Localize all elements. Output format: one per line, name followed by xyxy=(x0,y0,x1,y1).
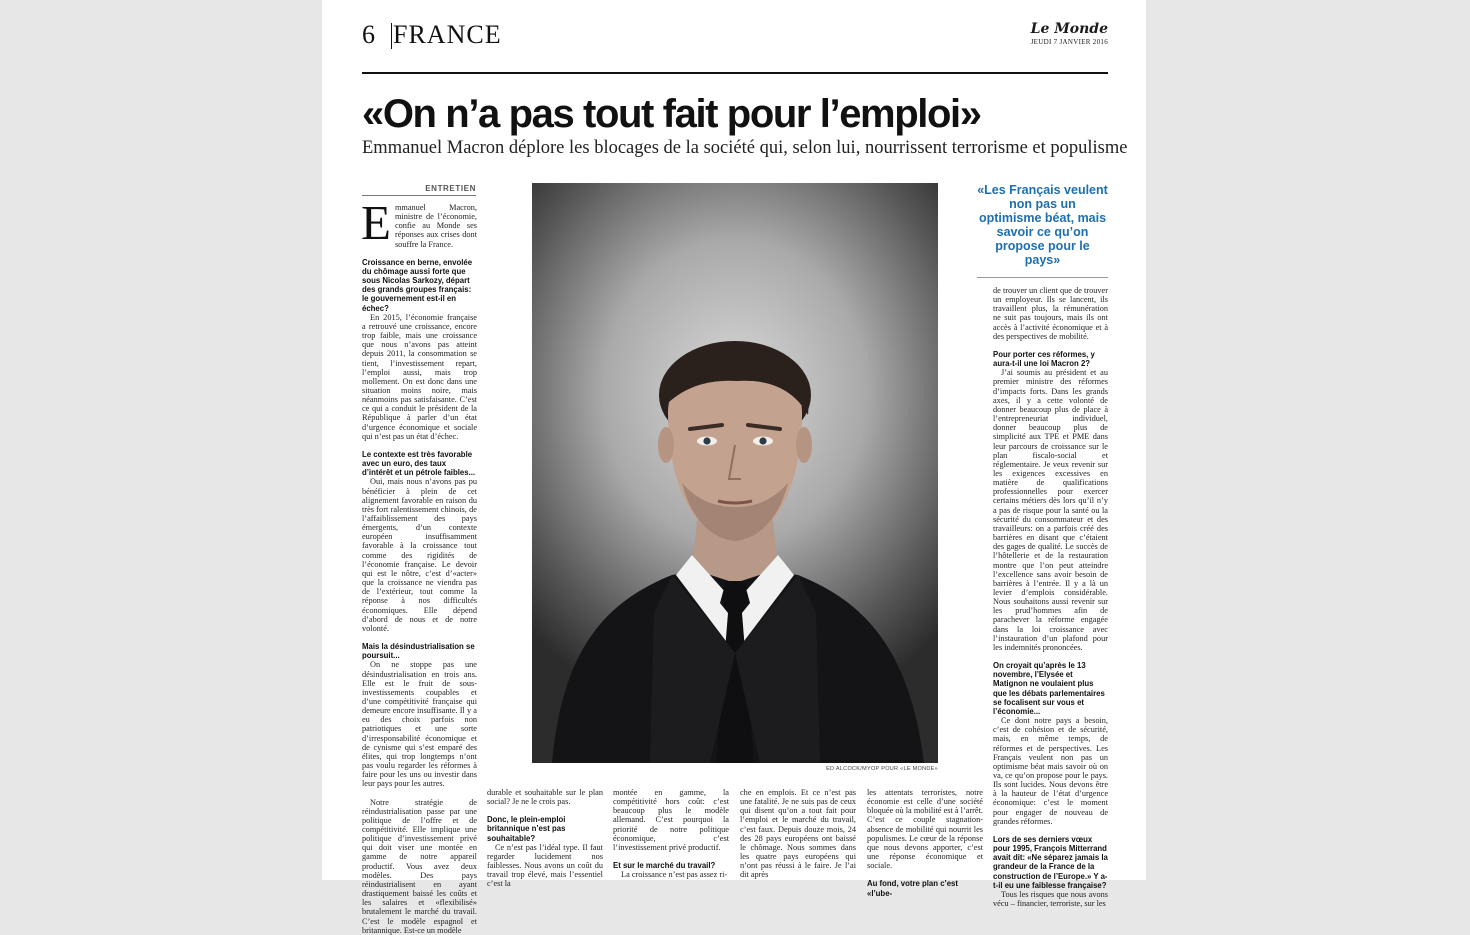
interview-answer: Oui, mais nous n’avons pas pu bénéficier à plein de cet alignement favorable en raison du très fort ralentissement chinois, de l’affaiblissement des pays émergents, d’un contexte européen insuffisamment favorable à la croissance tout comme des rigidités de l’économie française. Le devoir qui est le nôtre, c’est d’«acter» que la croissance ne viendra pas de l’extérieur, tout comme la réponse à nos difficultés économiques. Elle dépend d’abord de nous et de notre volonté. xyxy=(362,477,477,633)
article-column-6 xyxy=(993,286,1108,908)
interview-question: Et sur le marché du travail? xyxy=(613,861,716,871)
article-column-2 xyxy=(487,788,603,889)
newspaper-logo: Le Monde xyxy=(1030,21,1108,37)
interview-answer: On ne stoppe pas une désindustrialisation en trois ans. Elle est le fruit de sous-investissements coupables et d’une compétitivité française qui demeure encore insuffisante. Il y a eu des choix parfois non patriotiques et une sorte d’irresponsabilité économique et de cynisme qui s’est emparé des élites, qui trop longtemps n’ont pas voulu regarder les réformes à faire pour les uns ou investir dans leur pays pour les autres. xyxy=(362,660,477,789)
article-kicker: ENTRETIEN xyxy=(362,184,476,196)
interview-question: Donc, le plein-emploi britannique n’est pas souhaitable? xyxy=(487,815,566,843)
interview-question: Le contexte est très favorable avec un euro, des taux d’intérêt et un pétrole faibles... xyxy=(362,449,476,478)
article-headline: «On n’a pas tout fait pour l’emploi» xyxy=(362,92,981,136)
interview-question: Lors de ses derniers vœux pour 1995, François Mitterrand avait dit: «Ne séparez jamais la grandeur de la France de la construction de l’Europe.» Y a-t-il eu une faiblesse française? xyxy=(993,834,1108,890)
interview-question: Mais la désindustrialisation se poursuit... xyxy=(362,642,475,661)
interview-question: Pour porter ces réformes, y aura-t-il une loi Macron 2? xyxy=(993,349,1095,369)
newspaper-page xyxy=(322,0,1146,935)
intro-paragraph xyxy=(361,195,477,250)
interview-answer: de trouver un client que de trouver un employeur. Ils se lancent, ils travaillent plus, la rémunération ne suit pas toujours, mais ils ont accès à l’activité économique et à des perspectives de mobilité. xyxy=(993,286,1108,341)
publication-date: JEUDI 7 JANVIER 2016 xyxy=(1030,38,1108,46)
interview-answer: La croissance n’est pas assez ri- xyxy=(621,870,728,880)
portrait-photo xyxy=(532,183,938,763)
article-column-4 xyxy=(740,788,856,880)
portrait-illustration xyxy=(532,183,938,763)
header-rule xyxy=(362,72,1108,74)
interview-question: Croissance en berne, envolée du chômage aussi forte que sous Nicolas Sarkozy, départ des grands groupes français: le gouvernement est-il en échec? xyxy=(362,257,473,313)
interview-question: On croyait qu’après le 13 novembre, l’Elysée et Matignon ne voulaient plus que les débats parlementaires se focalisent sur vous et l’économie... xyxy=(993,661,1105,716)
interview-answer: Ce dont notre pays a besoin, c’est de cohésion et de sécurité, mais, en même temps, de réformes et de perspectives. Les Français veulent non pas un optimisme béat mais savoir où on va, ce qu’on propose pour le pays. Ils sont lucides. Nous devons être à la hauteur de l’état d’urgence économique: c’est le moment pour engager de nouveau de grandes réformes. xyxy=(993,716,1108,826)
pull-quote: «Les Français veulent non pas un optimisme béat, mais savoir ce qu’on propose pour le pays» xyxy=(977,183,1108,267)
article-column-1 xyxy=(361,195,477,935)
pull-quote-rule xyxy=(977,277,1108,278)
section-title: FRANCE xyxy=(393,20,502,49)
drop-cap: E xyxy=(361,195,391,250)
intro-text: mmanuel Macron, ministre de l’économie, confie au Monde ses réponses aux crises dont souffre la France. xyxy=(394,203,477,249)
page-number: 6 xyxy=(362,20,375,49)
interview-answer: durable et souhaitable sur le plan social? Je ne le crois pas. xyxy=(487,788,603,807)
article-column-3 xyxy=(613,788,729,880)
interview-answer: En 2015, l’économie française a retrouvé une croissance, encore trop faible, mais une croissance que nous n’avons pas atteint depuis 2011, la consommation se tient, l’investissement repart, l’emploi aussi, mais trop mollement. On est donc dans une situation moins noire, mais néanmoins pas satisfaisante. C’est ce qui a conduit le président de la République à parler d’un état d’urgence économique et sociale qui n’est pas un état d’échec. xyxy=(362,312,477,441)
interview-answer: che en emplois. Et ce n’est pas une fatalité. Je ne suis pas de ceux qui disent qu’on a tout fait pour l’emploi et le marché du travail, c’est faux. Depuis douze mois, 24 des 28 pays européens ont baissé le chômage. Nous sommes dans les quatre pays européens qui n’ont pas réussi à le faire. Je l’ai dit après xyxy=(740,788,856,880)
page-number-separator xyxy=(391,23,392,49)
photo-credit: ED ALCOCK/MYOP POUR «LE MONDE» xyxy=(826,766,938,772)
interview-answer: Tous les risques que nous avons vécu – financier, terroriste, sur les xyxy=(993,889,1108,908)
interview-answer: Notre stratégie de réindustrialisation passe par une politique de l’offre et de compétitivité. Elle implique une politique d’investissement privé qui doit viser une montée en gamme de notre appareil productif. Vous avez deux modèles. Des pays réindustrialisent en ayant drastiquement baissé les coûts et les salaires et «flexibilisé» brutalement le marché du travail. C’est le modèle espagnol et britannique. Est-ce un modèle xyxy=(362,797,477,935)
article-column-5 xyxy=(867,788,983,898)
interview-answer: les attentats terroristes, notre économie est celle d’une société bloquée où la mobilité est à l’arrêt. C’est ce couple stagnation-absence de mobilité qui nourrit les populismes. Le cœur de la réponse que nous devons apporter, c’est une réponse économique et sociale. xyxy=(867,788,983,871)
interview-answer: Ce n’est pas l’idéal type. Il faut regarder lucidement nos faiblesses. Nous avons un coût du travail trop élevé, mais l’essentiel c’est la xyxy=(487,842,603,889)
article-subheadline: Emmanuel Macron déplore les blocages de la société qui, selon lui, nourrissent terrorisme et populisme xyxy=(362,138,1128,158)
interview-question: Au fond, votre plan c’est «l’ube- xyxy=(867,879,958,898)
interview-answer: J’ai soumis au président et au premier ministre des réformes d’impacts forts. Dans les grands axes, il y a cette volonté de donner beaucoup plus de place à l’entrepreneuriat individuel, donner beaucoup plus de simplicité aux TPE et PME dans leur parcours de croissance sur le plan fiscalo-social et réglementaire. Je veux revenir sur les exigences excessives en matière de qualifications professionnelles pour exercer certains métiers dès lors qu’il n’y a pas de risque pour la santé ou la sécurité du consommateur et des travailleurs: on a parfois créé des barrières en disant que c’étaient des gages de qualité. Le succès de l’hôtellerie et de la restauration montre que l’on peut atteindre l’excellence sans avoir besoin de barrières à l’entrée. Il y a là un levier d’emplois considérable. Nous souhaitons aussi revenir sur les prud’hommes afin de parachever la réforme engagée dans la loi croissance avec l’instauration d’un plafond pour les indemnités prononcées. xyxy=(993,368,1108,652)
interview-answer: montée en gamme, la compétitivité hors coût: c’est beaucoup plus le modèle allemand. C’est pourquoi la priorité de notre politique économique, c’est l’investissement privé productif. xyxy=(613,788,729,852)
